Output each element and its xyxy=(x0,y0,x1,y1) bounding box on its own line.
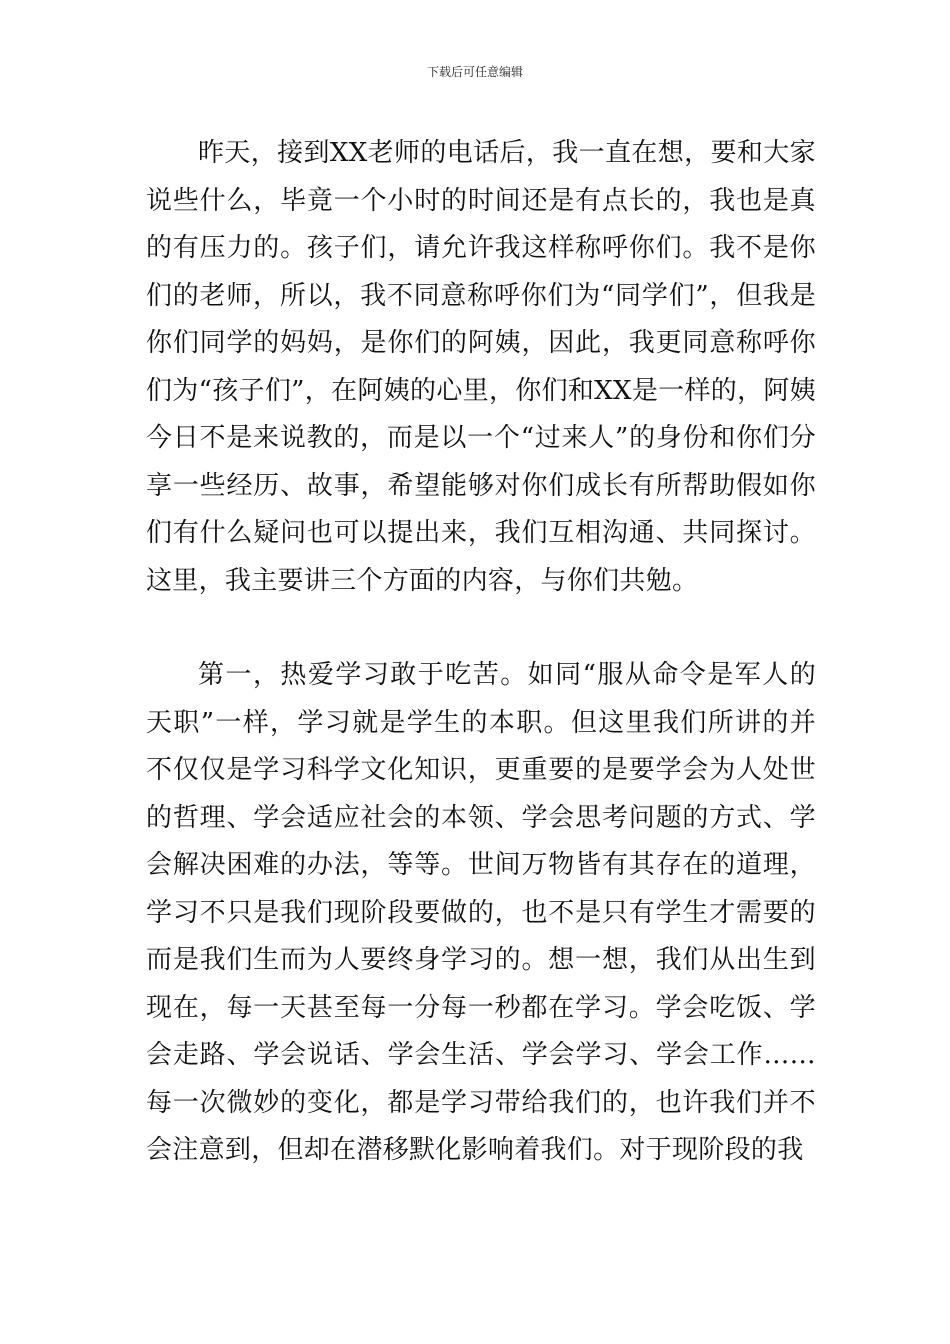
paragraph-first-point: 第一，热爱学习敢于吃苦。如同“服从命令是军人的天职”一样，学习就是学生的本职。但这里我们所讲的并不仅仅是学习科学文化知识，更重要的是要学会为人处世的哲理、学会适应社会的本领、学会思考问题的方式、学会解决困难的办法，等等。世间万物皆有其存在的道理，学习不只是我们现阶段要做的，也不是只有学生才需要的而是我们生而为人要终身学习的。想一想，我们从出生到现在，每一天甚至每一分每一秒都在学习。学会吃饭、学会走路、学会说话、学会生活、学会学习、学会工作……每一次微妙的变化，都是学习带给我们的，也许我们并不会注意到，但却在潜移默化影响着我们。对于现阶段的我 xyxy=(146,660,816,1165)
document-body xyxy=(146,130,816,1175)
paragraph-intro: 昨天，接到XX老师的电话后，我一直在想，要和大家说些什么，毕竟一个小时的时间还是有点长的，我也是真的有压力的。孩子们，请允许我这样称呼你们。我不是你们的老师，所以，我不同意称呼你们为“同学们”，但我是你们同学的妈妈，是你们的阿姨，因此，我更同意称呼你们为“孩子们”，在阿姨的心里，你们和XX是一样的，阿姨今日不是来说教的，而是以一个“过来人”的身份和你们分享一些经历、故事，希望能够对你们成长有所帮助假如你们有什么疑问也可以提出来，我们互相沟通、共同探讨。这里，我主要讲三个方面的内容，与你们共勉。 xyxy=(146,138,816,596)
page-header: 下载后可任意编辑 xyxy=(426,65,523,79)
